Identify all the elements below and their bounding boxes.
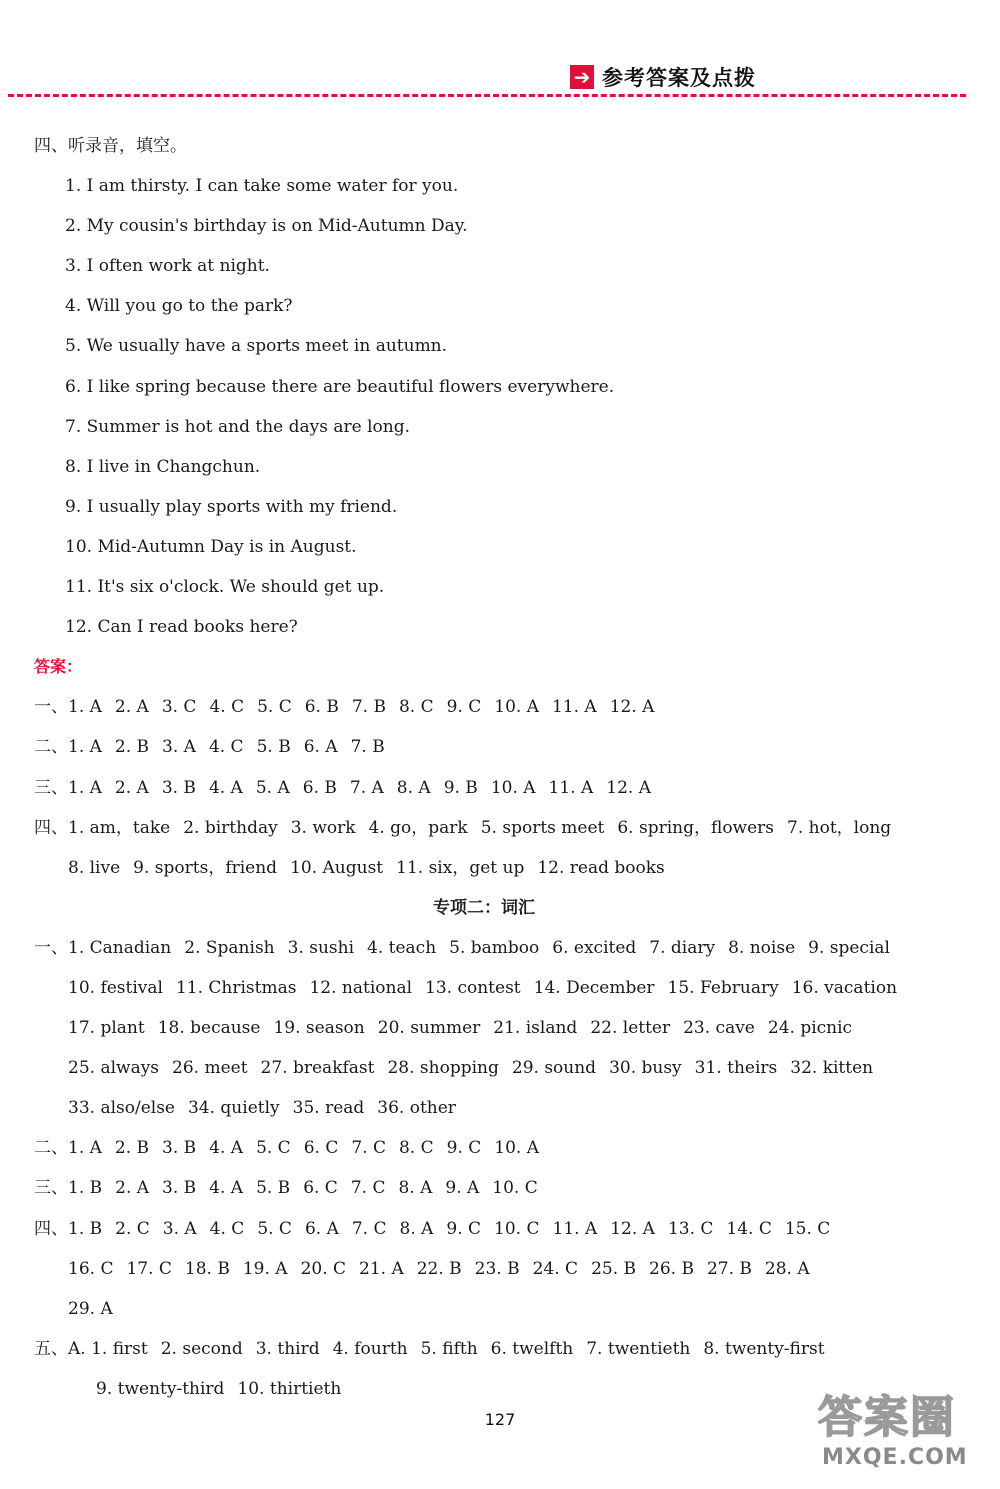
sentence-item: 12. Can I read books here? bbox=[65, 617, 298, 638]
answer-item: 三、1. A bbox=[34, 777, 102, 798]
answer-item: 12. A bbox=[610, 1218, 655, 1239]
sentence-item: 6. I like spring because there are beautiful flowers everywhere. bbox=[65, 376, 615, 397]
answer-item: 20. summer bbox=[377, 1018, 481, 1039]
answer-item: 8. live bbox=[68, 857, 121, 878]
answer-item: 3. B bbox=[161, 777, 196, 798]
header-divider bbox=[8, 94, 966, 97]
answer-item: 5. sports meet bbox=[480, 817, 605, 838]
answer-item: 二、1. A bbox=[34, 737, 102, 758]
answer-item: 2. B bbox=[114, 737, 150, 758]
vocab-section-title: 专项二：词汇 bbox=[433, 897, 535, 918]
answers-label: 答案： bbox=[34, 657, 83, 677]
answer-item: 8. A bbox=[396, 777, 431, 798]
vocab-line bbox=[34, 1369, 934, 1409]
answer-item: 4. C bbox=[208, 737, 244, 758]
answer-item: 12. read books bbox=[537, 857, 665, 878]
answer-item: 一、1. A bbox=[34, 697, 102, 718]
answer-item: 34. quietly bbox=[187, 1098, 280, 1119]
answer-item: 15. February bbox=[667, 977, 779, 998]
sentence-item: 1. I am thirsty. I can take some water for you. bbox=[65, 176, 459, 197]
answer-item: 13. contest bbox=[425, 977, 521, 998]
answer-item: 4. A bbox=[209, 1178, 244, 1199]
vocab-line bbox=[34, 1329, 934, 1369]
answer-item: 11. A bbox=[551, 697, 597, 718]
answer-item: 3. A bbox=[162, 737, 196, 758]
answer-item: 6. A bbox=[304, 1218, 339, 1239]
vocab-line bbox=[34, 1209, 934, 1249]
answer-item: 10. thirtieth bbox=[237, 1378, 342, 1399]
answer-item: 四、1. B bbox=[34, 1218, 103, 1239]
answer-item: 6. excited bbox=[552, 937, 637, 958]
sentence-item: 10. Mid-Autumn Day is in August. bbox=[65, 536, 357, 557]
answer-item: 二、1. A bbox=[34, 1138, 102, 1159]
answer-item: 28. shopping bbox=[387, 1058, 499, 1079]
sentence-item: 5. We usually have a sports meet in autumn. bbox=[65, 336, 448, 357]
answer-item: 11. A bbox=[552, 1218, 598, 1239]
answer-item: 17. C bbox=[126, 1258, 172, 1279]
sentence-item: 7. Summer is hot and the days are long. bbox=[65, 416, 411, 437]
answer-item: 6. C bbox=[303, 1178, 338, 1199]
vocab-line bbox=[34, 1008, 934, 1048]
answer-item: 9. sports，friend bbox=[133, 857, 278, 878]
answer-item: 10. festival bbox=[68, 977, 163, 998]
answer-item: 4. A bbox=[209, 1138, 244, 1159]
sentence-item: 4. Will you go to the park? bbox=[65, 296, 293, 317]
answer-item: 26. meet bbox=[172, 1058, 248, 1079]
answer-item: 4. A bbox=[208, 777, 243, 798]
answer-item: 17. plant bbox=[68, 1018, 145, 1039]
answer-line bbox=[34, 687, 934, 727]
answer-item: 8. noise bbox=[728, 937, 796, 958]
answer-item: 9. C bbox=[446, 1218, 482, 1239]
answer-item: 26. B bbox=[649, 1258, 694, 1279]
answer-item: 2. birthday bbox=[183, 817, 278, 838]
sentence-item: 9. I usually play sports with my friend. bbox=[65, 496, 398, 517]
answer-item: 8. A bbox=[398, 1178, 433, 1199]
answer-item: 5. bamboo bbox=[449, 937, 540, 958]
answer-item: 3. work bbox=[290, 817, 356, 838]
answer-item: 7. C bbox=[350, 1178, 386, 1199]
answer-item: 8. C bbox=[398, 1138, 434, 1159]
answer-item: 6. A bbox=[303, 737, 338, 758]
answer-item: 9. A bbox=[445, 1178, 480, 1199]
answer-item: 23. B bbox=[474, 1258, 520, 1279]
answer-line bbox=[34, 727, 934, 767]
watermark-logo bbox=[818, 1392, 986, 1488]
answer-item: 22. B bbox=[416, 1258, 462, 1279]
answer-item: 29. sound bbox=[511, 1058, 597, 1079]
answer-item: 9. C bbox=[446, 697, 482, 718]
answer-item: 4. C bbox=[209, 697, 245, 718]
answer-item: 20. C bbox=[300, 1258, 347, 1279]
answer-item: 18. because bbox=[157, 1018, 261, 1039]
answer-item: 11. Christmas bbox=[175, 977, 297, 998]
answer-item: 22. letter bbox=[590, 1018, 671, 1039]
answer-item: 3. B bbox=[162, 1138, 197, 1159]
answer-item: 4. fourth bbox=[332, 1338, 408, 1359]
sentence-item: 11. It's six o'clock. We should get up. bbox=[65, 577, 385, 598]
answer-item: 9. special bbox=[808, 937, 890, 958]
answer-item: 24. C bbox=[532, 1258, 579, 1279]
header-title bbox=[570, 62, 756, 92]
answer-line bbox=[34, 808, 934, 848]
answer-item: 6. C bbox=[303, 1138, 339, 1159]
watermark-url: MXQE.COM bbox=[822, 1445, 968, 1470]
answer-item: 16. vacation bbox=[791, 977, 898, 998]
sentence-item: 2. My cousin's birthday is on Mid-Autumn Day. bbox=[65, 216, 468, 237]
answer-item: 6. B bbox=[302, 777, 337, 798]
arrow-right-icon: ➔ bbox=[570, 65, 594, 89]
answer-item: 6. spring，flowers bbox=[617, 817, 775, 838]
answer-item: 2. A bbox=[115, 1178, 150, 1199]
vocab-line bbox=[34, 1289, 934, 1329]
answer-item: 3. C bbox=[161, 697, 197, 718]
answer-item: 24. picnic bbox=[767, 1018, 853, 1039]
answer-item: 2. A bbox=[114, 777, 149, 798]
answer-item: 7. C bbox=[351, 1218, 387, 1239]
answer-item: 3. A bbox=[162, 1218, 197, 1239]
answer-item: 31. theirs bbox=[694, 1058, 778, 1079]
answer-item: 3. sushi bbox=[287, 937, 355, 958]
answer-item: 23. cave bbox=[683, 1018, 755, 1039]
answer-item: 9. twenty-third bbox=[96, 1378, 225, 1399]
answer-item: 28. A bbox=[764, 1258, 810, 1279]
answer-item: 8. twenty-first bbox=[703, 1338, 825, 1359]
answer-item: 2. second bbox=[160, 1338, 243, 1359]
answer-item: 3. third bbox=[255, 1338, 320, 1359]
answer-item: 7. hot，long bbox=[787, 817, 892, 838]
answer-item: 7. C bbox=[351, 1138, 386, 1159]
answer-item: 4. go，park bbox=[368, 817, 468, 838]
answer-item: 21. A bbox=[359, 1258, 404, 1279]
answer-item: 5. A bbox=[255, 777, 290, 798]
vocab-line bbox=[34, 968, 934, 1008]
page-number: 127 bbox=[484, 1410, 516, 1429]
answer-item: 25. B bbox=[591, 1258, 636, 1279]
answer-item: 18. B bbox=[184, 1258, 230, 1279]
answer-item: 11. A bbox=[548, 777, 594, 798]
sentence-item: 3. I often work at night. bbox=[65, 256, 270, 277]
section-title: 四、听录音，填空。 bbox=[34, 136, 187, 156]
answer-item: 8. A bbox=[399, 1218, 434, 1239]
answer-item: 5. C bbox=[257, 1218, 292, 1239]
answer-item: 25. always bbox=[68, 1058, 160, 1079]
vocab-line bbox=[34, 1088, 934, 1128]
answer-item: 12. national bbox=[309, 977, 413, 998]
answer-item: 14. C bbox=[726, 1218, 772, 1239]
answer-item: 9. C bbox=[446, 1138, 482, 1159]
answer-item: 一、1. Canadian bbox=[34, 937, 172, 958]
answer-item: 10. A bbox=[494, 1138, 539, 1159]
answer-item: 27. B bbox=[706, 1258, 752, 1279]
answer-item: 2. C bbox=[115, 1218, 150, 1239]
answer-item: 35. read bbox=[292, 1098, 365, 1119]
answer-item: 四、1. am，take bbox=[34, 817, 171, 838]
answer-item: 10. August bbox=[290, 857, 384, 878]
answer-item: 4. teach bbox=[367, 937, 437, 958]
answer-item: 36. other bbox=[377, 1098, 456, 1119]
answer-item: 9. B bbox=[443, 777, 478, 798]
answer-line bbox=[34, 848, 934, 888]
answer-item: 4. C bbox=[209, 1218, 245, 1239]
answer-item: 21. island bbox=[493, 1018, 578, 1039]
answer-item: 5. B bbox=[256, 737, 291, 758]
answer-item: 2. A bbox=[114, 697, 149, 718]
answer-item: 10. A bbox=[490, 777, 536, 798]
answer-item: 14. December bbox=[533, 977, 655, 998]
answer-item: 29. A bbox=[68, 1298, 113, 1319]
vocab-line bbox=[34, 1249, 934, 1289]
answer-line bbox=[34, 768, 934, 808]
answer-item: 5. C bbox=[256, 1138, 291, 1159]
answer-item: 7. A bbox=[349, 777, 384, 798]
answer-item: 6. B bbox=[304, 697, 339, 718]
vocab-line bbox=[34, 1048, 934, 1088]
answer-item: 32. kitten bbox=[790, 1058, 874, 1079]
answer-item: 7. B bbox=[351, 697, 386, 718]
answer-item: 10. C bbox=[494, 1218, 540, 1239]
answer-item: 12. A bbox=[606, 777, 651, 798]
answer-item: 27. breakfast bbox=[260, 1058, 375, 1079]
answer-item: 6. twelfth bbox=[490, 1338, 574, 1359]
answer-item: 5. fifth bbox=[420, 1338, 478, 1359]
answer-item: 10. A bbox=[494, 697, 539, 718]
answer-item: 3. B bbox=[162, 1178, 197, 1199]
answer-item: 11. six，get up bbox=[396, 857, 525, 878]
answer-item: 7. B bbox=[350, 737, 385, 758]
answer-item: 13. C bbox=[667, 1218, 714, 1239]
vocab-line bbox=[34, 928, 934, 968]
answer-item: 7. diary bbox=[649, 937, 716, 958]
header-title-text: 参考答案及点拨 bbox=[602, 66, 756, 90]
watermark-main-text: 答案圈 bbox=[818, 1392, 956, 1443]
answer-item: 5. B bbox=[256, 1178, 291, 1199]
answer-item: 五、A. 1. first bbox=[34, 1338, 148, 1359]
answer-item: 33. also/else bbox=[68, 1098, 175, 1119]
answer-item: 19. A bbox=[242, 1258, 288, 1279]
answer-item: 7. twentieth bbox=[586, 1338, 691, 1359]
answer-item: 30. busy bbox=[609, 1058, 682, 1079]
answer-item: 5. C bbox=[257, 697, 292, 718]
answer-item: 2. Spanish bbox=[184, 937, 275, 958]
vocab-line bbox=[34, 1168, 934, 1208]
answer-item: 15. C bbox=[784, 1218, 831, 1239]
answer-item: 10. C bbox=[492, 1178, 538, 1199]
answer-item: 三、1. B bbox=[34, 1178, 103, 1199]
answer-item: 12. A bbox=[609, 697, 655, 718]
vocab-line bbox=[34, 1128, 934, 1168]
answer-item: 16. C bbox=[68, 1258, 114, 1279]
answer-item: 8. C bbox=[398, 697, 434, 718]
sentence-item: 8. I live in Changchun. bbox=[65, 456, 261, 477]
answer-item: 19. season bbox=[273, 1018, 365, 1039]
answer-item: 2. B bbox=[114, 1138, 150, 1159]
page-content bbox=[34, 126, 934, 1409]
